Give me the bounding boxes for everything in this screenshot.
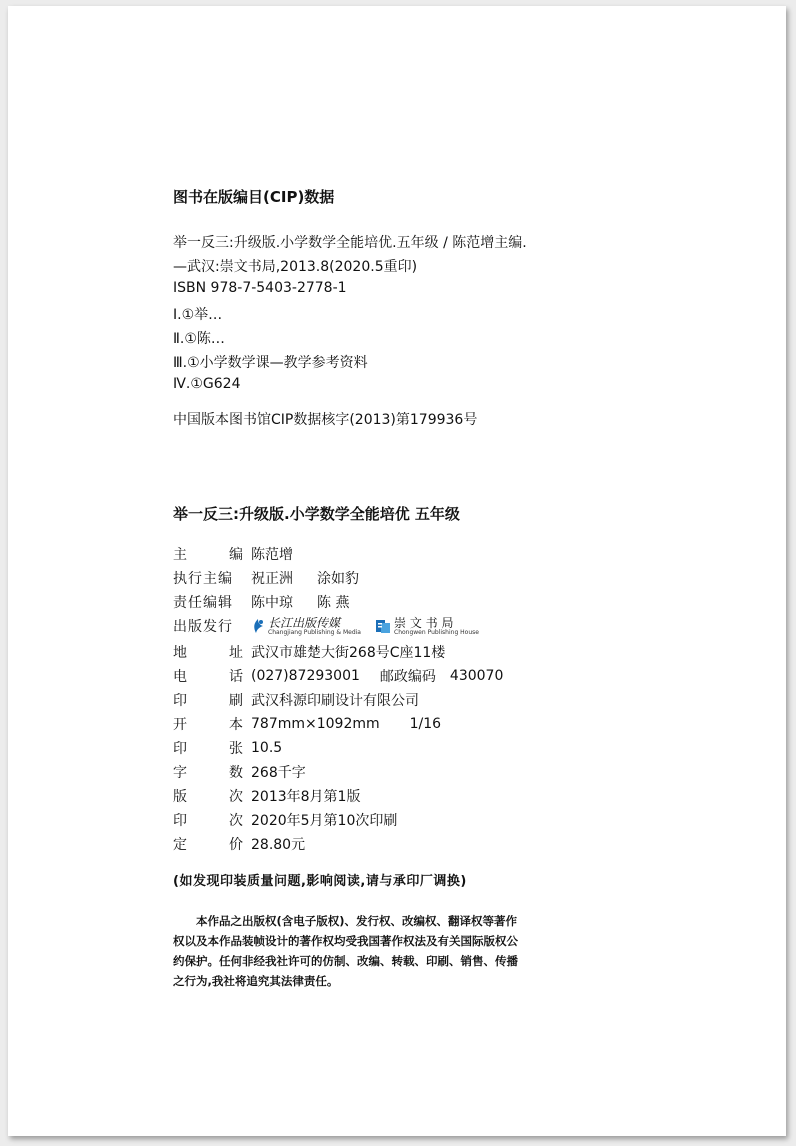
changjiang-logo-icon xyxy=(251,618,265,634)
changjiang-logo xyxy=(251,617,361,636)
cip-publisher-line: —武汉:崇文书局,2013.8(2020.5重印) xyxy=(173,259,418,275)
postcode-value: 430070 xyxy=(449,668,504,684)
resp-editor-label: 责任编辑 xyxy=(173,595,233,611)
exec-editor-row xyxy=(173,567,359,589)
editor-row xyxy=(173,543,293,565)
publisher-label: 出版发行 xyxy=(173,619,233,635)
impression-row xyxy=(173,809,397,831)
chongwen-logo-sub: Chongwen Publishing House xyxy=(394,628,479,636)
changjiang-logo-sub: Changjiang Publishing & Media xyxy=(268,628,361,636)
impression-value: 2020年5月第10次印刷 xyxy=(251,813,398,829)
sheets-row xyxy=(173,737,282,759)
address-value: 武汉市雄楚大街268号C座11楼 xyxy=(251,645,446,661)
publisher-logos xyxy=(251,617,479,636)
cip-heading: 图书在版编目(CIP)数据 xyxy=(173,188,335,206)
printer-row xyxy=(173,689,419,711)
exec-editor-1: 祝正洲 xyxy=(251,571,293,587)
price-row xyxy=(173,833,305,855)
address-row xyxy=(173,641,445,663)
printer-label: 印 刷 xyxy=(173,693,243,709)
editor-value: 陈范增 xyxy=(251,547,293,563)
cip-verification: 中国版本图书馆CIP数据核字(2013)第179936号 xyxy=(173,412,478,428)
page xyxy=(8,6,786,1136)
cip-subject-2: Ⅱ.①陈… xyxy=(173,331,225,347)
chongwen-logo xyxy=(375,617,479,636)
chongwen-logo-name: 崇 文 书 局 xyxy=(394,615,454,630)
phone-label: 电 话 xyxy=(173,669,243,685)
format-fraction: 1/16 xyxy=(409,716,442,732)
phone-value: (027)87293001 xyxy=(251,668,360,684)
edition-row xyxy=(173,785,360,807)
resp-editor-row xyxy=(173,591,349,613)
exec-editor-label: 执行主编 xyxy=(173,571,233,587)
address-label: 地 址 xyxy=(173,645,243,661)
postcode-label: 邮政编码 xyxy=(379,669,436,685)
format-row xyxy=(173,713,441,735)
cip-subject-4: Ⅳ.①G624 xyxy=(173,376,241,392)
changjiang-logo-name: 长江出版传媒 xyxy=(268,615,341,630)
editor-label: 主 编 xyxy=(173,547,243,563)
cip-isbn: ISBN 978-7-5403-2778-1 xyxy=(173,280,347,296)
publisher-row xyxy=(173,615,479,637)
format-label: 开 本 xyxy=(173,717,243,733)
printer-value: 武汉科源印刷设计有限公司 xyxy=(251,693,419,709)
impression-label: 印 次 xyxy=(173,813,243,829)
price-value: 28.80元 xyxy=(251,837,306,853)
quality-notice: (如发现印装质量问题,影响阅读,请与承印厂调换) xyxy=(173,874,467,889)
exec-editor-2: 涂如豹 xyxy=(317,571,359,587)
edition-label: 版 次 xyxy=(173,789,243,805)
words-label: 字 数 xyxy=(173,765,243,781)
phone-row xyxy=(173,665,503,687)
cip-subject-3: Ⅲ.①小学数学课—教学参考资料 xyxy=(173,355,368,371)
cip-title-line: 举一反三:升级版.小学数学全能培优.五年级 / 陈范增主编. xyxy=(173,235,527,251)
resp-editor-2: 陈 燕 xyxy=(317,595,350,611)
sheets-value: 10.5 xyxy=(251,740,283,756)
copyright-notice: 本作品之出版权(含电子版权)、发行权、改编权、翻译权等著作权以及本作品装帧设计的著作权均受我国著作权法及有关国际版权公约保护。任何非经我社许可的仿制、改编、转载、印刷、销售、传播之行为,我社将追究其法律责任。 xyxy=(173,914,518,988)
cip-subject-1: Ⅰ.①举… xyxy=(173,307,223,323)
book-title: 举一反三:升级版.小学数学全能培优 五年级 xyxy=(173,505,460,523)
price-label: 定 价 xyxy=(173,837,243,853)
resp-editor-1: 陈中琼 xyxy=(251,595,293,611)
words-row xyxy=(173,761,306,783)
words-value: 268千字 xyxy=(251,765,306,781)
chongwen-logo-icon xyxy=(375,618,391,634)
format-value: 787mm×1092mm xyxy=(251,716,380,732)
edition-value: 2013年8月第1版 xyxy=(251,789,361,805)
sheets-label: 印 张 xyxy=(173,741,243,757)
